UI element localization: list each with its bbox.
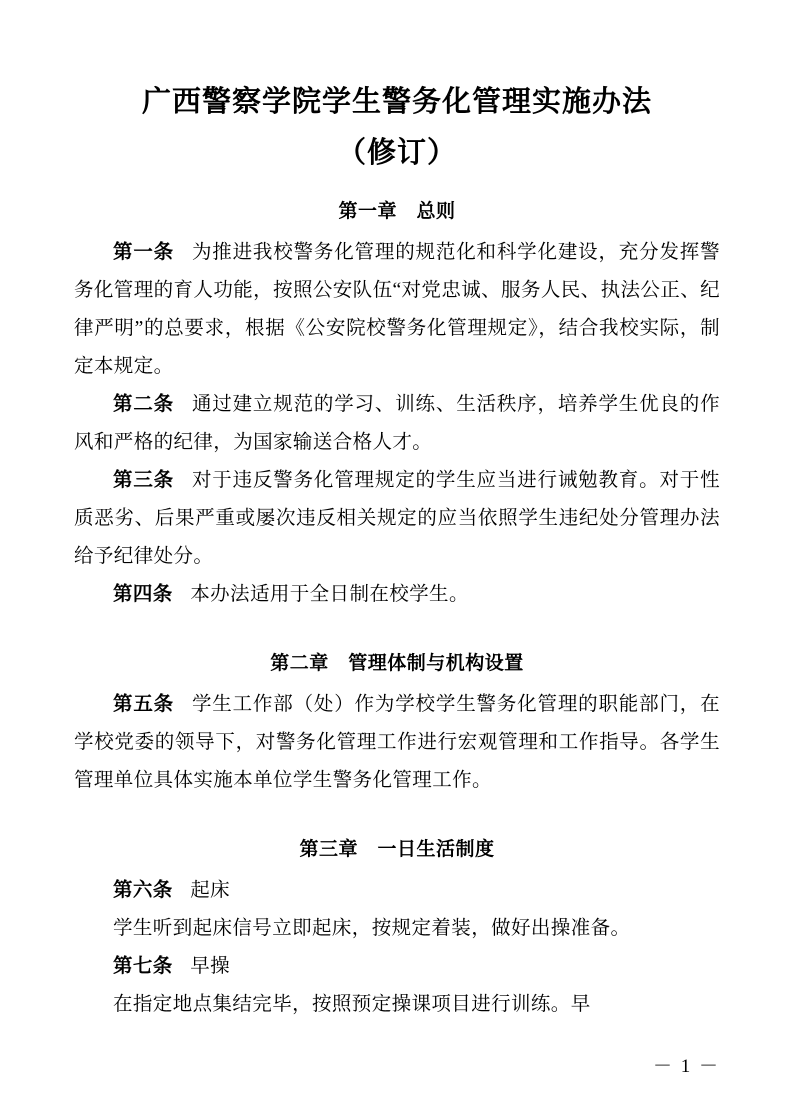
article-label: 第一条 <box>113 242 174 263</box>
chapter-heading-1: 第一章 总则 <box>338 201 456 222</box>
article-label: 第二条 <box>113 394 174 415</box>
page-subtitle: （修订） <box>336 137 457 169</box>
article-text: 起床 <box>190 880 231 901</box>
article-paragraph <box>74 386 720 462</box>
article-paragraph <box>74 576 720 614</box>
article-label: 第四条 <box>113 584 173 605</box>
article-text: 对于违反警务化管理规定的学生应当进行诫勉教育。对于性质恶劣、后果严重或屡次违反相关规定的应当依照学生违纪处分管理办法给予纪律处分。 <box>74 470 720 567</box>
article-text: 本办法适用于全日制在校学生。 <box>190 584 469 605</box>
article-label: 第五条 <box>113 694 174 715</box>
chapter-heading-3: 第三章 一日生活制度 <box>299 839 495 860</box>
article-text: 学生听到起床信号立即起床，按规定着装，做好出操准备。 <box>113 918 631 939</box>
article-label: 第三条 <box>113 470 174 491</box>
article-label: 第六条 <box>113 880 173 901</box>
article-paragraph <box>74 872 720 910</box>
article-paragraph <box>74 686 720 800</box>
article-body-paragraph <box>74 910 720 948</box>
section-spacer <box>74 614 720 636</box>
page-number: － 1 － <box>652 1056 720 1077</box>
section-spacer <box>74 800 720 822</box>
article-paragraph <box>74 462 720 576</box>
chapter-heading-2: 第二章 管理体制与机构设置 <box>270 653 524 674</box>
article-text: 学生工作部（处）作为学校学生警务化管理的职能部门，在学校党委的领导下，对警务化管理工作进行宏观管理和工作指导。各学生管理单位具体实施本单位学生警务化管理工作。 <box>74 694 720 791</box>
article-body-paragraph <box>74 986 720 1024</box>
article-paragraph <box>74 948 720 986</box>
article-text: 为推进我校警务化管理的规范化和科学化建设，充分发挥警务化管理的育人功能，按照公安队伍“对党忠诚、服务人民、执法公正、纪律严明”的总要求，根据《公安院校警务化管理规定》，结合我校实际，制定本规定。 <box>74 242 720 377</box>
article-paragraph <box>74 234 720 386</box>
article-text: 早操 <box>190 956 231 977</box>
article-text: 在指定地点集结完毕，按照预定操课项目进行训练。早 <box>113 994 591 1015</box>
article-text: 通过建立规范的学习、训练、生活秩序，培养学生优良的作风和严格的纪律，为国家输送合格人才。 <box>74 394 720 453</box>
page-title: 广西警察学院学生警务化管理实施办法 <box>141 86 652 118</box>
article-label: 第七条 <box>113 956 173 977</box>
